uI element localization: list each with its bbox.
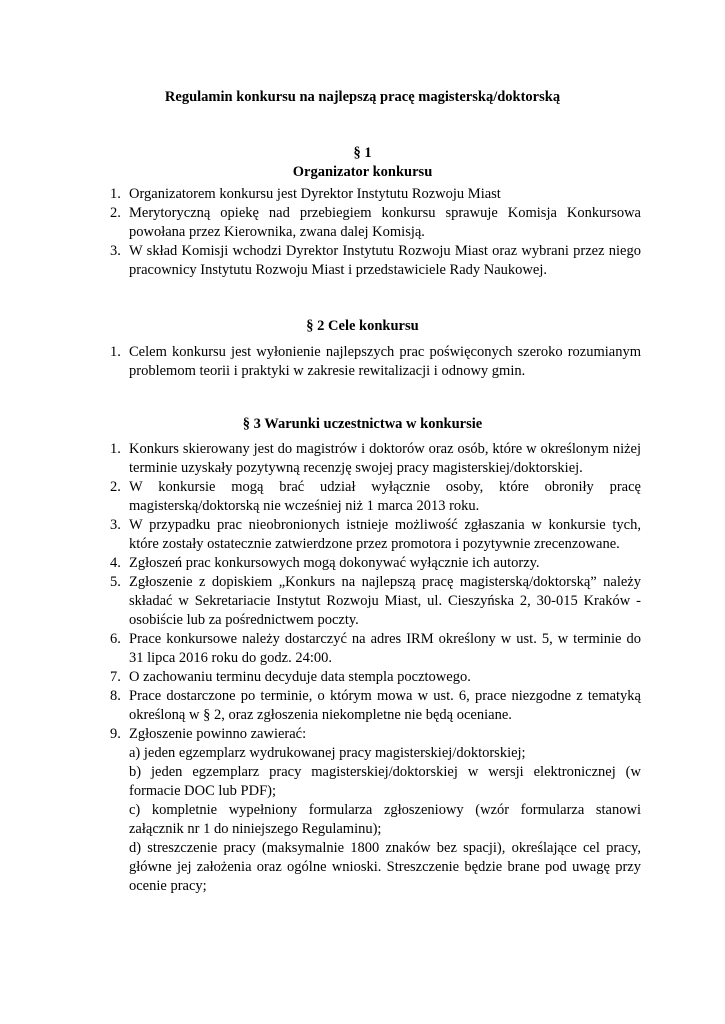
list-item <box>110 516 641 554</box>
section1-heading: Organizator konkursu <box>292 164 433 180</box>
list-item-text: Konkurs skierowany jest do magistrów i doktorów oraz osób, które w określonym niżej terminie uzyskały pozytywną recenzję swojej pracy magisterskiej/doktorskiej. <box>129 441 641 476</box>
list-item <box>110 554 641 573</box>
list-item <box>110 440 641 478</box>
document-title: Regulamin konkursu na najlepszą pracę magisterską/doktorską <box>164 89 561 105</box>
list-item <box>110 687 641 725</box>
section3-heading: § 3 Warunki uczestnictwa w konkursie <box>242 416 483 432</box>
sub-item: c) kompletnie wypełniony formularza zgłoszeniowy (wzór formularza stanowi załącznik nr 1 do niniejszego Regulaminu); <box>129 802 641 837</box>
list-item-text: O zachowaniu terminu decyduje data stempla pocztowego. <box>129 669 471 685</box>
list-item <box>110 185 641 204</box>
list-item-text: Zgłoszenie z dopiskiem „Konkurs na najlepszą pracę magisterską/doktorską” należy składać w Sekretariacie Instytut Rozwoju Miast, ul. Cieszyńska 2, 30-015 Kraków - osobiście lub za pośrednictwem poczty. <box>129 574 641 628</box>
list-item-number: 5. <box>110 574 121 590</box>
list-item-text: W przypadku prac nieobronionych istnieje możliwość zgłaszania w konkursie tych, które zostały ostatecznie zatwierdzone przez promotora i pozytywnie zrecenzowane. <box>129 517 641 552</box>
section1-number: § 1 <box>353 145 372 161</box>
list-item-number: 4. <box>110 555 121 571</box>
list-item <box>110 242 641 280</box>
list-item-text: Zgłoszeń prac konkursowych mogą dokonywać wyłącznie ich autorzy. <box>129 555 540 571</box>
list-item-number: 6. <box>110 631 121 647</box>
list-item-text: Celem konkursu jest wyłonienie najlepszych prac poświęconych szeroko rozumianym problemom teorii i praktyki w zakresie rewitalizacji i odnowy gmin. <box>129 344 641 379</box>
section2-list <box>110 343 641 381</box>
list-item <box>110 343 641 381</box>
list-item-number: 8. <box>110 688 121 704</box>
list-item-number: 1. <box>110 441 121 457</box>
sub-item: d) streszczenie pracy (maksymalnie 1800 znaków bez spacji), określające cel pracy, główne jej założenia oraz ogólne wnioski. Streszczenie będzie brane pod uwagę przy ocenie pracy; <box>129 840 641 894</box>
list-item <box>110 204 641 242</box>
list-item-text: W konkursie mogą brać udział wyłącznie osoby, które obroniły pracę magisterską/doktorską nie wcześniej niż 1 marca 2013 roku. <box>129 479 641 514</box>
list-item-number: 1. <box>110 186 121 202</box>
list-item <box>110 573 641 630</box>
list-item-number: 2. <box>110 205 121 221</box>
sub-item: b) jeden egzemplarz pracy magisterskiej/doktorskiej w wersji elektronicznej (w formacie DOC lub PDF); <box>129 764 641 799</box>
list-item <box>110 668 641 687</box>
list-item-number: 7. <box>110 669 121 685</box>
list-item <box>110 478 641 516</box>
sub-item: a) jeden egzemplarz wydrukowanej pracy magisterskiej/doktorskiej; <box>129 745 526 761</box>
list-item <box>110 725 641 896</box>
list-item-number: 2. <box>110 479 121 495</box>
list-item-text: Organizatorem konkursu jest Dyrektor Instytutu Rozwoju Miast <box>129 186 501 202</box>
list-item-text: Prace konkursowe należy dostarczyć na adres IRM określony w ust. 5, w terminie do 31 lipca 2016 roku do godz. 24:00. <box>129 631 641 666</box>
list-item-text: Prace dostarczone po terminie, o którym mowa w ust. 6, prace niezgodne z tematyką określoną w § 2, oraz zgłoszenia niekompletne nie będą oceniane. <box>129 688 641 723</box>
section3-list <box>110 440 641 896</box>
section2-heading: § 2 Cele konkursu <box>306 318 419 334</box>
list-item-number: 3. <box>110 517 121 533</box>
list-item-text: Zgłoszenie powinno zawierać: <box>129 726 307 742</box>
list-item-number: 3. <box>110 243 121 259</box>
list-item-number: 1. <box>110 344 121 360</box>
list-item-text: Merytoryczną opiekę nad przebiegiem konkursu sprawuje Komisja Konkursowa powołana przez Kierownika, zwana dalej Komisją. <box>129 205 641 240</box>
list-item-text: W skład Komisji wchodzi Dyrektor Instytutu Rozwoju Miast oraz wybrani przez niego pracownicy Instytutu Rozwoju Miast i przedstawiciele Rady Naukowej. <box>129 243 641 278</box>
section1-list <box>110 185 641 280</box>
list-item <box>110 630 641 668</box>
list-item-number: 9. <box>110 726 121 742</box>
